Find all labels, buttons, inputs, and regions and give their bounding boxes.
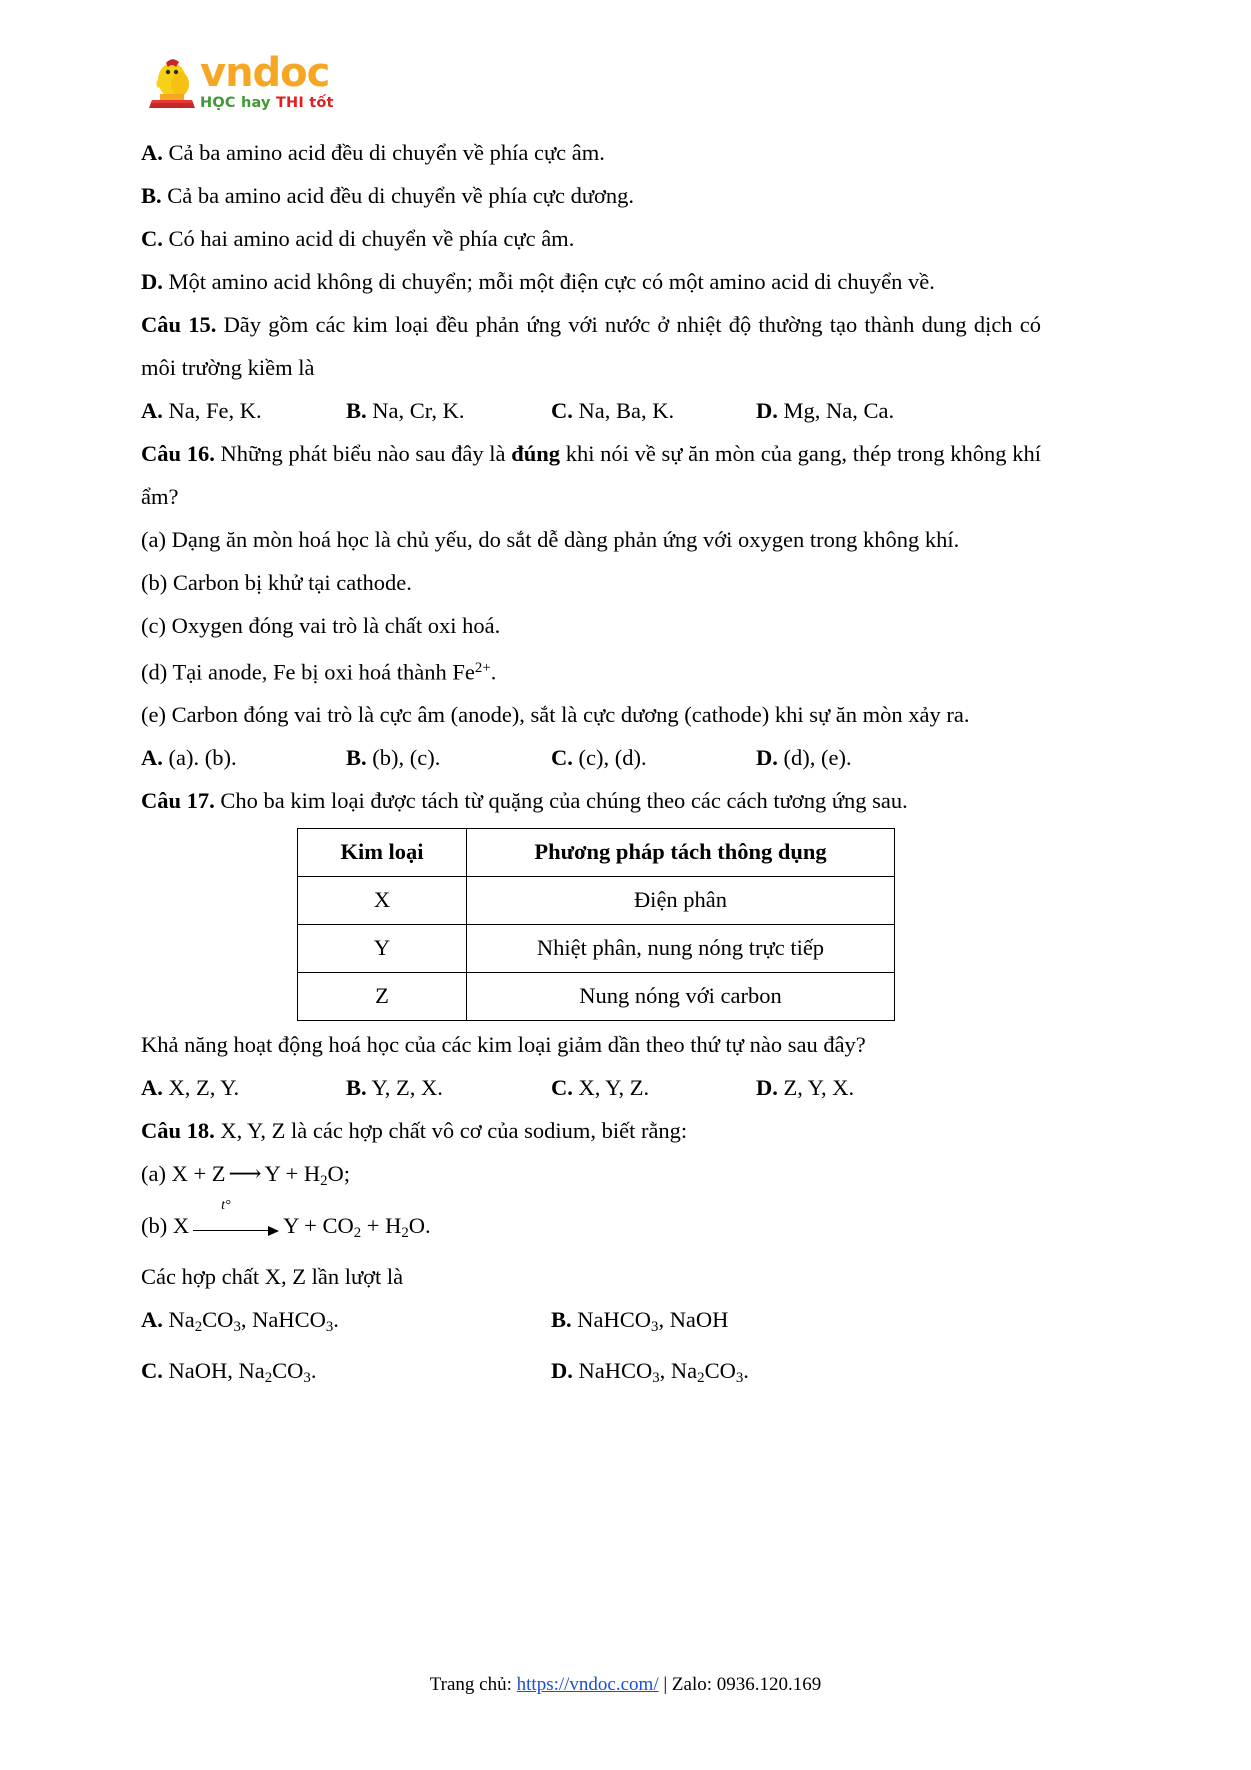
q18-eq-a-sub: 2 — [320, 1173, 328, 1190]
q14-option-d-text: Một amino acid không di chuyển; mỗi một điện cực có một amino acid di chuyển về. — [168, 269, 935, 294]
question-16-options — [141, 736, 1041, 779]
question-15-stem — [141, 303, 1041, 389]
question-17-question: Khả năng hoạt động hoá học của các kim loại giảm dần theo thứ tự nào sau đây? — [141, 1032, 866, 1058]
q17-option-b — [346, 1066, 551, 1109]
q16-statement-d-pre: (d) Tại anode, Fe bị oxi hoá thành Fe — [141, 659, 475, 685]
q18-option-d-post: . — [743, 1357, 749, 1383]
metal-extraction-table — [297, 828, 895, 1021]
question-15-number: Câu 15. — [141, 312, 217, 337]
question-18-options — [141, 1298, 1041, 1400]
q18-option-a-sub3: 3 — [325, 1318, 334, 1335]
q18-option-b-label: B. — [551, 1306, 572, 1332]
q15-option-b-label: B. — [346, 398, 367, 423]
question-16-number: Câu 16. — [141, 441, 215, 466]
tagline-red: THI tốt — [275, 95, 334, 111]
q16-option-b-text: (b), (c). — [372, 745, 441, 771]
q18-option-d — [551, 1349, 961, 1400]
q18-option-c-mid: CO — [272, 1357, 304, 1383]
q18-option-b-pre: NaHCO — [571, 1306, 652, 1332]
q17-option-a — [141, 1066, 346, 1109]
q18-eq-b-part2: + H — [361, 1212, 402, 1238]
arrow-head — [268, 1226, 279, 1236]
question-18-stem-text: X, Y, Z là các hợp chất vô cơ của sodium, biết rằng: — [220, 1118, 688, 1144]
q18-option-d-sub2: 2 — [697, 1370, 705, 1387]
logo-tagline — [200, 95, 334, 111]
q18-lead: Các hợp chất X, Z lần lượt là — [141, 1263, 404, 1289]
q14-option-d — [141, 260, 1041, 303]
question-16-stem-part2: khi nói về sự ăn mòn của gang, thép trong không khí ẩm? — [141, 441, 1041, 509]
q17-option-d-text: Z, Y, X. — [783, 1075, 855, 1101]
q15-option-d-label: D. — [756, 398, 778, 423]
q18-eq-b-sub1: 2 — [353, 1224, 362, 1241]
table-cell-metal-z: Z — [298, 973, 467, 1021]
footer-home-link[interactable]: https://vndoc.com/ — [516, 1674, 659, 1695]
table-row — [298, 973, 895, 1021]
vndoc-logo — [146, 52, 446, 120]
q18-equation-b — [141, 1198, 1041, 1255]
q18-option-a-sub1: 2 — [194, 1318, 203, 1335]
q15-option-a-text: Na, Fe, K. — [168, 398, 262, 423]
logo-wordmark: vndoc — [200, 50, 330, 96]
question-15-stem-text: Dãy gồm các kim loại đều phản ứng với nước ở nhiệt độ thường tạo thành dung dịch có môi trường kiềm là — [141, 312, 1041, 380]
q16-statement-c: (c) Oxygen đóng vai trò là chất oxi hoá. — [141, 613, 501, 638]
q18-option-c — [141, 1349, 551, 1400]
q18-option-c-pre: NaOH, Na — [162, 1357, 265, 1383]
q15-option-a-label: A. — [141, 398, 163, 423]
q14-option-b-text: Cả ba amino acid đều di chuyển về phía cực dương. — [167, 183, 635, 208]
q17-option-c — [551, 1066, 756, 1109]
q16-option-a-text: (a). (b). — [168, 745, 237, 771]
mascot-icon — [146, 56, 198, 112]
q17-option-a-label: A. — [141, 1075, 163, 1101]
q18-eq-b-prefix: (b) X — [141, 1212, 190, 1238]
q15-option-d — [756, 389, 961, 432]
q14-option-a-text: Cả ba amino acid đều di chuyển về phía cực âm. — [168, 140, 605, 165]
table-header-method: Phương pháp tách thông dụng — [467, 829, 895, 877]
q15-option-c-label: C. — [551, 398, 573, 423]
tagline-green: HỌC hay — [200, 95, 276, 111]
table-cell-metal-x: X — [298, 877, 467, 925]
q14-option-a — [141, 131, 1041, 174]
q14-option-a-label: A. — [141, 140, 163, 165]
q18-option-a-label: A. — [141, 1306, 163, 1332]
q16-option-b — [346, 736, 551, 779]
q16-option-c-text: (c), (d). — [578, 745, 647, 771]
document-content — [141, 131, 1041, 1400]
q16-option-c-label: C. — [551, 745, 573, 771]
table-cell-metal-y: Y — [298, 925, 467, 973]
question-18-stem — [141, 1109, 1041, 1152]
q18-option-a — [141, 1298, 551, 1349]
question-17-stem — [141, 779, 1041, 822]
q15-option-c — [551, 389, 756, 432]
q14-option-c-label: C. — [141, 226, 163, 251]
q18-option-d-sub3: 3 — [735, 1370, 744, 1387]
q17-option-c-label: C. — [551, 1075, 573, 1101]
q17-option-d — [756, 1066, 961, 1109]
question-17-number: Câu 17. — [141, 788, 215, 814]
q15-option-d-text: Mg, Na, Ca. — [783, 398, 895, 423]
q18-eq-b-condition: t° — [221, 1198, 231, 1214]
question-16-stem-part1: Những phát biểu nào sau đây là — [220, 441, 512, 466]
question-17-stem-text: Cho ba kim loại được tách từ quặng của chúng theo các cách tương ứng sau. — [220, 788, 908, 814]
table-cell-method-z: Nung nóng với carbon — [467, 973, 895, 1021]
q14-option-b-label: B. — [141, 183, 162, 208]
q15-option-b — [346, 389, 551, 432]
q18-eq-a-suffix-1: Y + H — [264, 1161, 321, 1187]
q18-eq-b-part3: O. — [408, 1212, 431, 1238]
q16-statement-d-charge: 2+ — [474, 660, 491, 676]
q18-option-d-pre: NaHCO — [572, 1357, 653, 1383]
question-15-options — [141, 389, 1041, 432]
q16-option-b-label: B. — [346, 745, 367, 771]
q18-option-d-mid: , Na — [659, 1357, 698, 1383]
q18-eq-a-suffix-2: O; — [327, 1161, 351, 1187]
q18-option-d-sub1: 3 — [652, 1370, 660, 1387]
q16-option-a — [141, 736, 346, 779]
q16-statement-d — [141, 647, 1041, 693]
arrow-shaft — [193, 1230, 271, 1231]
q18-option-c-label: C. — [141, 1357, 163, 1383]
q15-option-b-text: Na, Cr, K. — [372, 398, 465, 423]
q16-option-c — [551, 736, 756, 779]
question-16-stem — [141, 432, 1041, 518]
page-footer — [0, 1672, 1251, 1698]
q14-option-d-label: D. — [141, 269, 163, 294]
q14-option-c — [141, 217, 1041, 260]
footer-suffix: | Zalo: 0936.120.169 — [658, 1674, 822, 1695]
q18-option-a-mid: CO — [202, 1306, 234, 1332]
q17-option-b-label: B. — [346, 1075, 367, 1101]
q16-option-d-text: (d), (e). — [783, 745, 852, 771]
table-cell-method-y: Nhiệt phân, nung nóng trực tiếp — [467, 925, 895, 973]
q17-option-b-text: Y, Z, X. — [371, 1075, 443, 1101]
q18-option-d-label: D. — [551, 1357, 573, 1383]
metal-table-wrapper — [141, 828, 1041, 1021]
footer-prefix: Trang chủ: — [429, 1674, 517, 1695]
q18-option-c-post: . — [310, 1357, 317, 1383]
q18-option-a-pre: Na — [162, 1306, 195, 1332]
q18-eq-a-prefix: (a) X + Z — [141, 1161, 226, 1187]
table-row — [298, 877, 895, 925]
q15-option-a — [141, 389, 346, 432]
q18-option-c-sub1: 2 — [264, 1370, 273, 1387]
q16-statement-d-post: . — [490, 659, 497, 685]
q18-option-b-mid: , NaOH — [658, 1306, 729, 1332]
q16-option-a-label: A. — [141, 745, 163, 771]
table-cell-method-x: Điện phân — [467, 877, 895, 925]
table-row — [298, 925, 895, 973]
q18-option-d-mid2: CO — [704, 1357, 736, 1383]
question-16-stem-emphasis: đúng — [511, 441, 560, 466]
question-18-number: Câu 18. — [141, 1118, 215, 1144]
q17-option-a-text: X, Z, Y. — [168, 1075, 240, 1101]
q14-option-b — [141, 174, 1041, 217]
q18-equation-a — [141, 1152, 1041, 1203]
q16-option-d-label: D. — [756, 745, 778, 771]
q17-option-d-label: D. — [756, 1075, 778, 1101]
q15-option-c-text: Na, Ba, K. — [578, 398, 675, 423]
table-header-row — [298, 829, 895, 877]
reaction-arrow-icon: ⟶ — [228, 1161, 262, 1187]
q18-eq-b-sub2: 2 — [401, 1224, 409, 1241]
question-17-options — [141, 1066, 1041, 1109]
table-header-metal: Kim loại — [298, 829, 467, 877]
q16-statement-b: (b) Carbon bị khử tại cathode. — [141, 570, 412, 595]
q16-statement-e: (e) Carbon đóng vai trò là cực âm (anode), sắt là cực dương (cathode) khi sự ăn mòn xảy ra. — [141, 702, 970, 728]
q14-option-c-text: Có hai amino acid di chuyển về phía cực âm. — [168, 226, 575, 251]
reaction-arrow-with-condition-icon — [193, 1198, 279, 1235]
q18-option-b — [551, 1298, 961, 1349]
q17-option-c-text: X, Y, Z. — [578, 1075, 650, 1101]
q18-option-a-post: . — [333, 1306, 339, 1332]
q18-option-a-sub2: 3 — [233, 1318, 241, 1335]
q18-eq-b-part1: Y + CO — [283, 1212, 354, 1238]
q18-option-b-sub1: 3 — [651, 1318, 659, 1335]
q16-statement-a: (a) Dạng ăn mòn hoá học là chủ yếu, do sắt dễ dàng phản ứng với oxygen trong không khí. — [141, 527, 960, 552]
q18-option-c-sub2: 3 — [303, 1370, 311, 1387]
q16-option-d — [756, 736, 961, 779]
q18-option-a-mid2: , NaHCO — [240, 1306, 326, 1332]
logo-text — [200, 52, 334, 111]
